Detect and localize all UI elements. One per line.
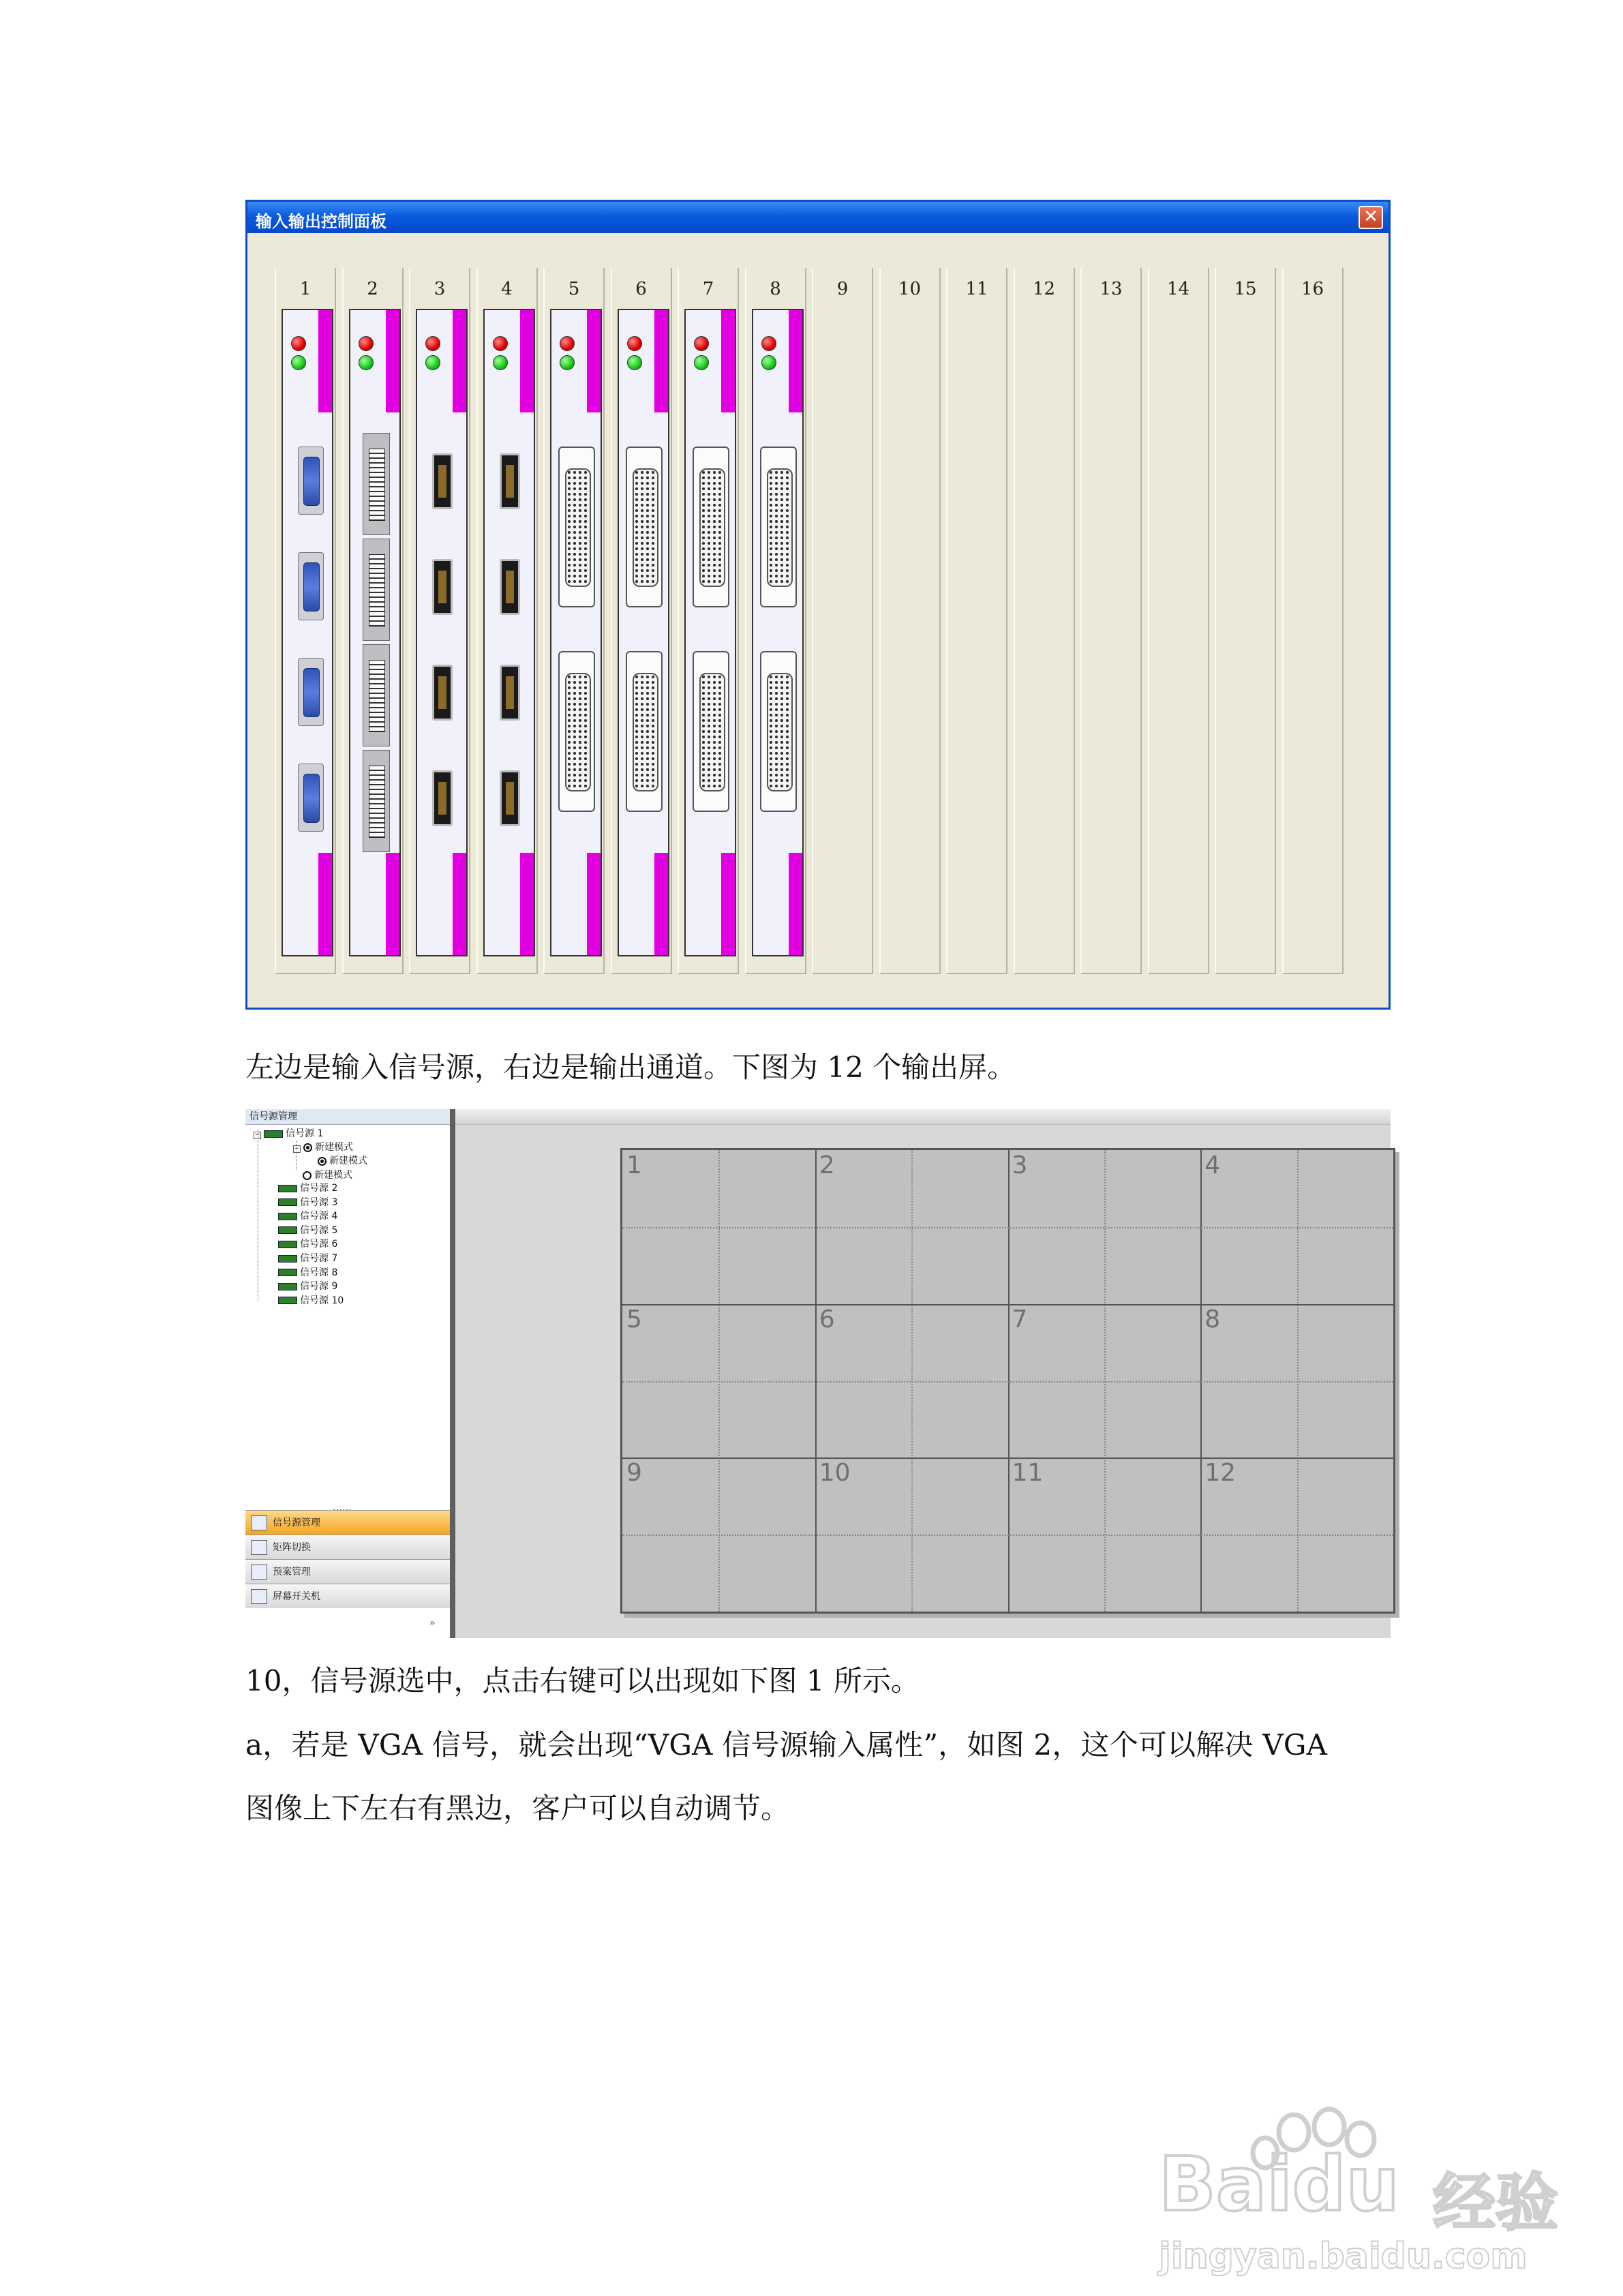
panel-header: 信号源管理 [245,1109,450,1125]
vga-port-icon [298,658,324,726]
db-port-icon [558,651,595,812]
red-led-icon [291,336,306,351]
card-strip-bottom [453,853,466,955]
db-port-icon [693,651,729,812]
card-strip-bottom [587,853,601,955]
io-card[interactable] [618,309,669,956]
screen-label-12: 12 [1204,1459,1237,1487]
slot-10[interactable] [879,268,941,974]
screen-label-11: 11 [1012,1459,1044,1487]
radio-icon [318,1157,327,1166]
green-led-icon [694,355,709,370]
matrix-control-window [245,1109,1391,1638]
green-led-icon [560,355,575,370]
hdmi-port-icon [432,559,453,615]
screen-label-10: 10 [819,1459,851,1487]
red-led-icon [359,336,374,351]
signal-source-icon [264,1130,283,1138]
screen-label-4: 4 [1204,1151,1221,1179]
tree-node-mode-child[interactable] [318,1153,367,1167]
collapse-icon[interactable]: − [294,1145,300,1152]
tree-node-label: 信号源 10 [300,1295,344,1306]
card-strip-bottom [789,853,802,955]
slot-number: 14 [1166,279,1190,299]
signal-source-icon [278,1283,297,1290]
slot-11[interactable] [946,268,1007,974]
vga-port-icon [298,552,324,620]
slot-8[interactable] [745,268,806,974]
watermark-url: jingyan.baidu.com [1159,2236,1528,2277]
signal-source-icon [278,1255,297,1263]
slot-number: 11 [965,279,988,299]
db-port-icon [626,651,663,812]
screen-label-1: 1 [626,1151,642,1179]
slot-12[interactable] [1014,268,1075,974]
hdmi-port-icon [500,559,520,615]
monitor-icon [251,1589,267,1604]
red-led-icon [493,336,508,351]
paragraph-1: 左边是输入信号源，右边是输出通道。下图为 12 个输出屏。 [245,1051,1016,1084]
card-strip-bottom [654,853,668,955]
radio-icon [303,1171,312,1180]
screen-label-8: 8 [1204,1305,1221,1333]
hdmi-port-icon [500,770,520,826]
io-control-panel-window [245,200,1391,1010]
watermark-brand-a: Bai [1159,2141,1292,2228]
screen-label-7: 7 [1012,1305,1028,1333]
io-card[interactable] [550,309,602,956]
card-strip-top [721,310,735,412]
more-button[interactable]: » [429,1618,436,1629]
signal-source-icon [278,1269,297,1276]
card-strip-bottom [721,853,735,955]
screen-wall-grid[interactable] [620,1148,1395,1614]
nav-label: 信号源管理 [273,1517,320,1528]
green-led-icon [627,355,642,370]
card-strip-top [453,310,466,412]
slot-14[interactable] [1148,268,1209,974]
io-card[interactable] [282,309,333,956]
tree-node-label: 信号源 9 [300,1281,338,1293]
tree-node-source[interactable] [278,1237,337,1250]
db-port-icon [558,447,595,607]
window-title: 输入输出控制面板 [256,212,386,231]
slot-2[interactable] [342,268,404,974]
close-button[interactable]: ✕ [1359,206,1383,229]
io-card[interactable] [752,309,804,956]
slot-16[interactable] [1282,268,1344,974]
slot-4[interactable] [476,268,538,974]
green-led-icon [291,355,306,370]
db-port-icon [760,651,797,812]
grid-line [622,1227,1393,1228]
tree-node-label: 新建模式 [329,1155,367,1166]
tree-node-source[interactable] [278,1279,337,1293]
io-card[interactable] [684,309,736,956]
nav-label: 矩阵切换 [273,1542,311,1553]
io-card[interactable] [416,309,468,956]
tree-node-label: 信号源 2 [300,1183,338,1194]
tree-node-source[interactable] [278,1195,337,1209]
dvi-port-icon [363,539,390,641]
signal-source-icon [278,1297,297,1304]
paragraph-4: 图像上下左右有黑边，客户可以自动调节。 [245,1792,790,1825]
screen-label-2: 2 [819,1151,835,1179]
tree-node-source[interactable] [278,1293,344,1307]
signal-source-panel [245,1109,455,1638]
tree-node-label: 信号源 4 [300,1211,338,1222]
red-led-icon [627,336,642,351]
slot-number: 6 [635,279,647,299]
watermark-brand-b: du [1292,2141,1399,2228]
green-led-icon [425,355,440,370]
slot-number: 3 [434,279,446,299]
slot-number: 10 [898,279,922,299]
card-strip-top [587,310,601,412]
io-card[interactable] [349,309,401,956]
grid-line [622,1457,1393,1459]
slot-number: 13 [1099,279,1123,299]
screen-label-6: 6 [819,1305,835,1333]
table-icon [251,1540,267,1555]
tree-node-mode-2[interactable] [303,1168,352,1181]
screen-label-5: 5 [626,1305,642,1333]
io-card[interactable] [483,309,535,956]
slot-1[interactable] [275,268,336,974]
db-port-icon [760,447,797,607]
slot-number: 12 [1032,279,1056,299]
radio-icon [303,1143,312,1152]
slot-13[interactable] [1080,268,1142,974]
red-led-icon [560,336,575,351]
grid-line [622,1304,1393,1305]
tree-node-label: 信号源 3 [300,1196,338,1208]
db-port-icon [693,447,729,607]
slot-9[interactable] [812,268,873,974]
baidu-jingyan-watermark [1132,2100,1609,2277]
red-led-icon [425,336,440,351]
nav-label: 屏幕开关机 [273,1591,320,1602]
slot-number: 15 [1234,279,1257,299]
tree-node-label: 新建模式 [315,1142,353,1153]
hdmi-port-icon [432,770,453,826]
vga-port-icon [298,447,324,515]
card-strip-bottom [386,853,399,955]
red-led-icon [694,336,709,351]
nav-label: 预案管理 [273,1567,311,1577]
title-bar [247,202,1389,233]
vga-port-icon [298,764,324,832]
tree-node-label: 信号源 8 [300,1267,338,1278]
hdmi-port-icon [432,665,453,721]
signal-source-icon [278,1198,297,1206]
screen-label-3: 3 [1012,1151,1028,1179]
nav-screen-power[interactable] [245,1584,450,1608]
slot-number: 5 [568,279,580,299]
screen-label-9: 9 [626,1459,642,1487]
card-strip-bottom [318,853,332,955]
collapse-icon[interactable]: − [254,1132,260,1138]
slot-number: 7 [702,279,714,299]
slot-number: 1 [299,279,312,299]
red-led-icon [761,336,776,351]
slot-number: 4 [501,279,513,299]
tree-node-source[interactable] [278,1223,337,1237]
grid-line [622,1535,1393,1536]
tree-node-label: 信号源 5 [300,1224,338,1236]
signal-source-icon [278,1213,297,1220]
dvi-port-icon [363,433,390,535]
paragraph-2: 10，信号源选中，点击右键可以出现如下图 1 所示。 [245,1664,920,1697]
checklist-icon [251,1565,267,1580]
slot-number: 16 [1301,279,1324,299]
slot-5[interactable] [543,268,605,974]
slot-number: 9 [836,279,849,299]
card-strip-top [520,310,534,412]
dvi-port-icon [363,644,390,746]
dvi-port-icon [363,750,390,852]
slot-7[interactable] [678,268,739,974]
nav-plan-management[interactable] [245,1559,450,1584]
home-icon [251,1515,267,1530]
hdmi-port-icon [500,453,520,509]
card-strip-top [318,310,332,412]
tree-node-label: 新建模式 [314,1170,352,1181]
nav-signal-source-management[interactable] [245,1510,450,1535]
slot-3[interactable] [409,268,470,974]
hdmi-port-icon [432,453,453,509]
paragraph-3: a，若是 VGA 信号，就会出现“VGA 信号源输入属性”，如图 2，这个可以解决 VGA [245,1728,1328,1762]
watermark-brand-cn: 经验 [1433,2166,1559,2239]
slot-number: 2 [367,279,378,299]
signal-source-icon [278,1185,297,1192]
tree-node-source[interactable] [278,1209,337,1222]
hdmi-port-icon [500,665,520,721]
grid-line [622,1381,1393,1383]
tree-node-source[interactable] [278,1265,337,1279]
green-led-icon [359,355,374,370]
slot-number: 8 [770,279,781,299]
pane-toolbar [455,1109,1391,1125]
slot-15[interactable] [1215,268,1276,974]
green-led-icon [761,355,776,370]
card-strip-top [386,310,399,412]
card-strip-top [789,310,802,412]
slot-6[interactable] [611,268,672,974]
tree-node-source[interactable] [278,1181,337,1194]
signal-source-icon [278,1226,297,1234]
tree-node-source[interactable] [278,1251,337,1265]
tree-node-label: 信号源 7 [300,1253,338,1264]
tree-node-label: 信号源 6 [300,1239,338,1250]
green-led-icon [493,355,508,370]
signal-source-icon [278,1241,297,1248]
tree-node-label: 信号源 1 [286,1128,324,1139]
db-port-icon [626,447,663,607]
card-strip-bottom [520,853,534,955]
card-strip-top [654,310,668,412]
tree-node-mode[interactable] [293,1140,353,1153]
tree-node-source-1[interactable] [254,1126,323,1140]
nav-matrix-switch[interactable] [245,1535,450,1559]
